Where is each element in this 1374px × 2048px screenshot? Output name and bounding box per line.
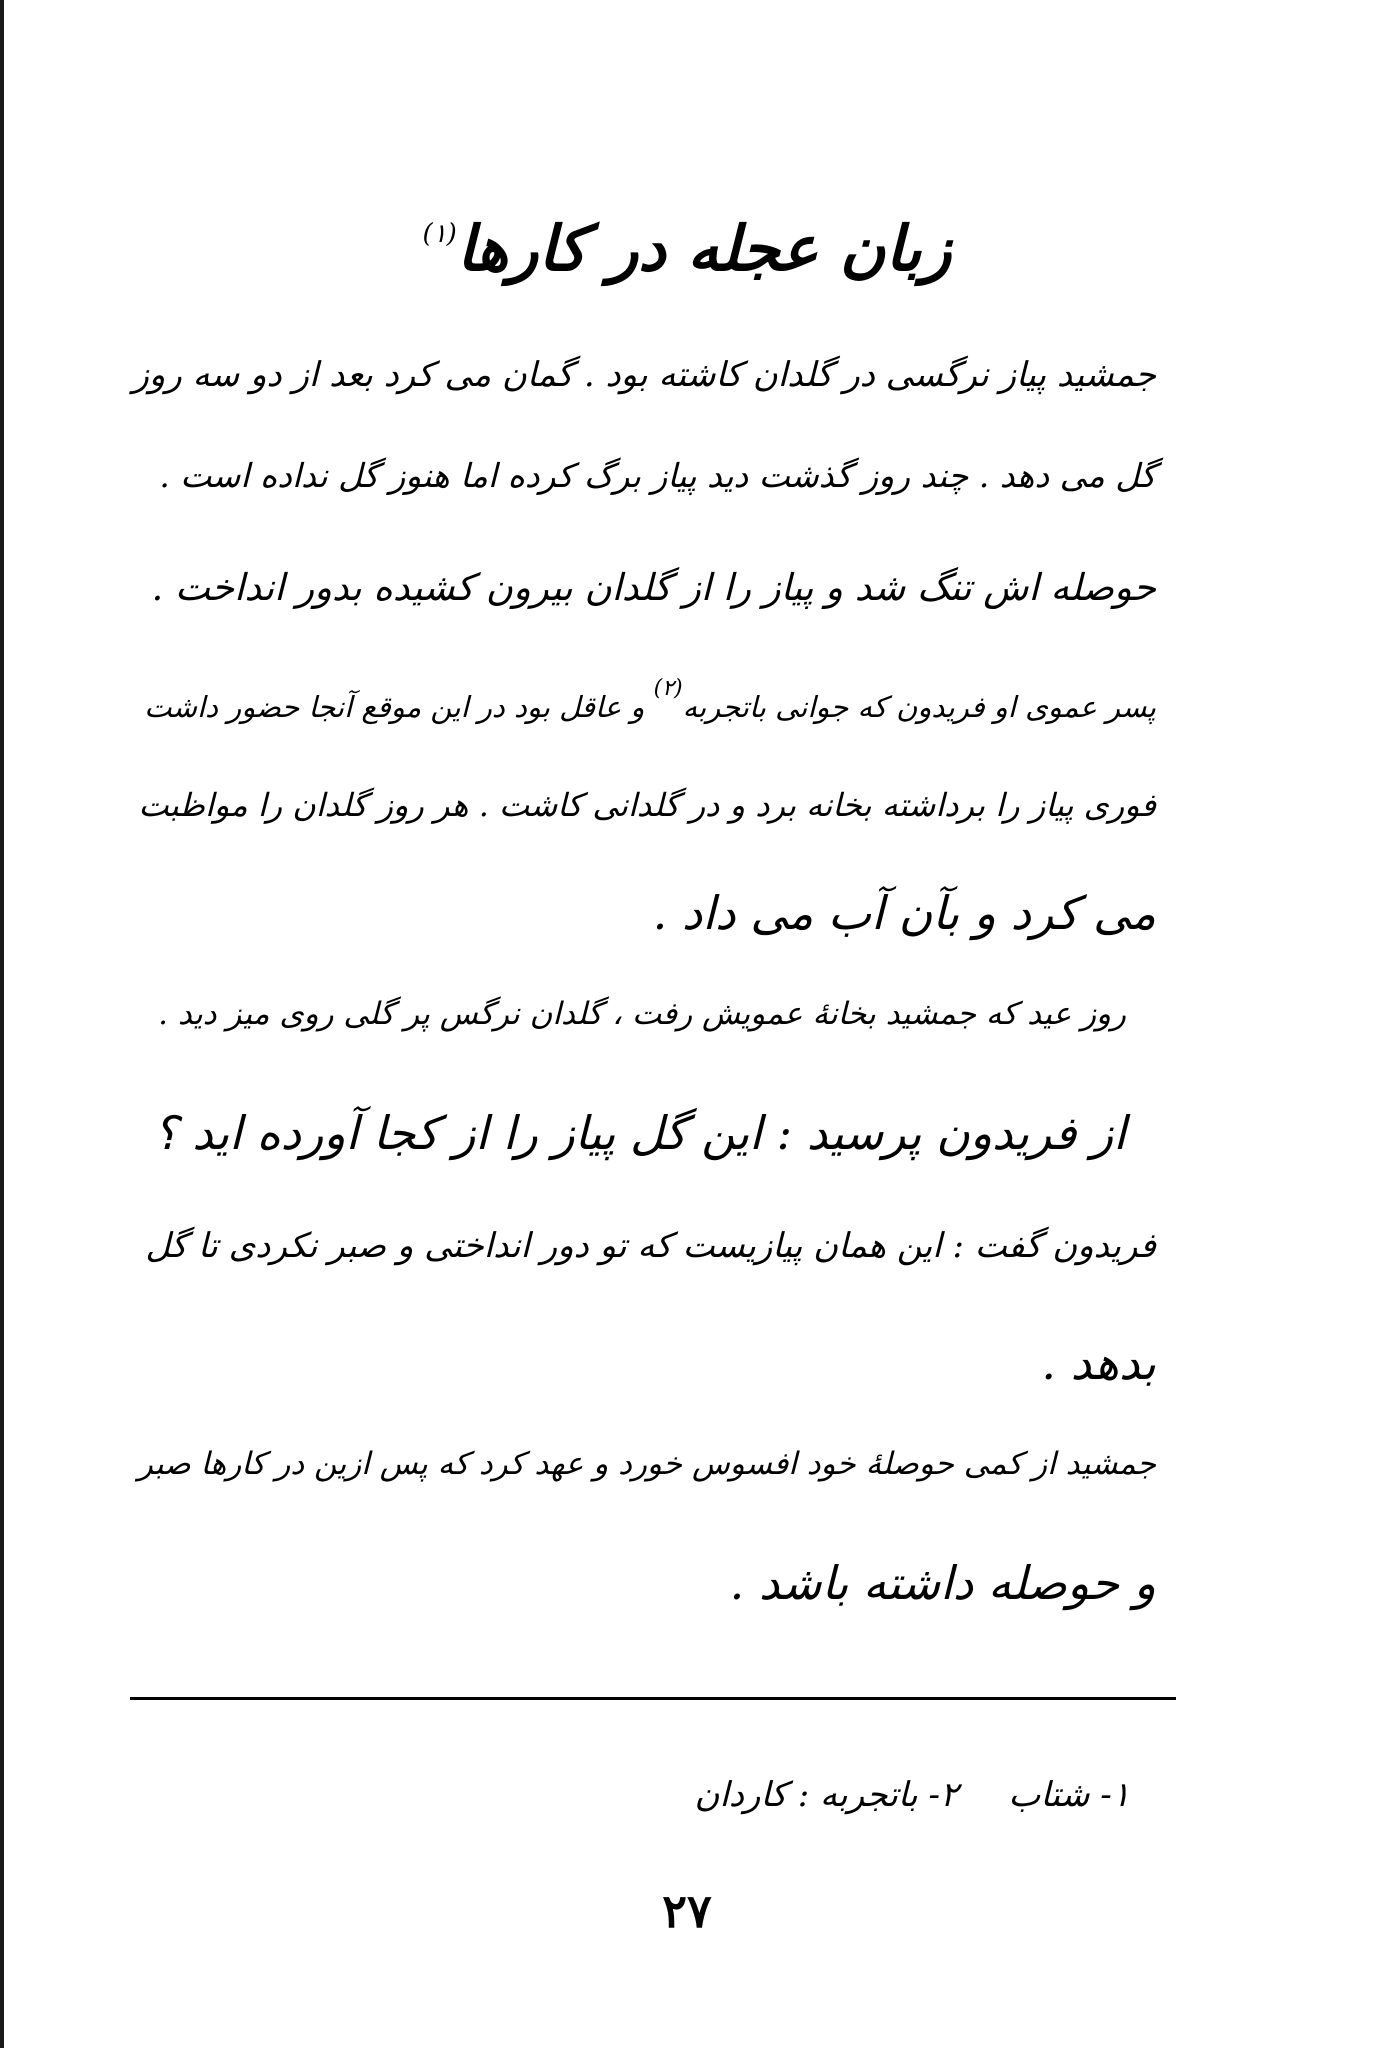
footnote-2: ۲- باتجربه : کاردان [694, 1775, 959, 1815]
body-line-4 [144, 676, 1156, 725]
body-line-2: گل می دهد . چند روز گذشت دید پیاز برگ کرده اما هنوز گل نداده است . [159, 456, 1156, 495]
footnotes [694, 1775, 1130, 1815]
body-line-8: از فریدون پرسید : این گل پیاز را از کجا آورده اید ؟ [153, 1106, 1126, 1160]
footnote-marker-2: (۲) [653, 676, 683, 701]
title-text: زبان عجله در کارها [456, 212, 952, 285]
footnote-1: ۱- شتاب [1008, 1775, 1130, 1815]
body-line-4-end: و عاقل بود در این موقع آنجا حضور داشت [144, 690, 654, 724]
body-line-5: فوری پیاز را برداشته بخانه برد و در گلدانی کاشت . هر روز گلدان را مواظبت [138, 786, 1156, 824]
body-line-6: می کرد و بآن آب می داد . [652, 886, 1156, 940]
page-title [0, 212, 1374, 286]
body-line-12: و حوصله داشته باشد . [729, 1556, 1156, 1610]
body-line-11: جمشید از کمی حوصلهٔ خود افسوس خورد و عهد کرد که پس ازین در کارها صبر [137, 1446, 1156, 1482]
body-line-10: بدهد . [1041, 1336, 1156, 1390]
body-line-1: جمشید پیاز نرگسی در گلدان کاشته بود . گمان می کرد بعد از دو سه روز [132, 355, 1156, 395]
body-line-3: حوصله اش تنگ شد و پیاز را از گلدان بیرون کشیده بدور انداخت . [151, 566, 1156, 609]
title-footnote-marker: (۱) [422, 219, 457, 249]
page-number: ۲۷ [662, 1884, 712, 1938]
body-line-7: روز عید که جمشید بخانهٔ عمویش رفت ، گلدان نرگس پر گلی روی میز دید . [158, 996, 1126, 1032]
footnote-divider [130, 1697, 1176, 1700]
body-line-4-start: پسر عموی او فریدون که جوانی باتجربه [682, 690, 1156, 724]
body-line-9: فریدون گفت : این همان پیازیست که تو دور انداختی و صبر نکردی تا گل [145, 1226, 1156, 1266]
page-edge [0, 0, 4, 2048]
